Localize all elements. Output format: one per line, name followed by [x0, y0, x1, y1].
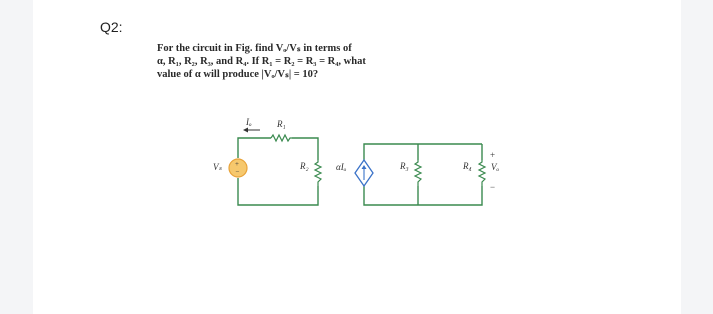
resistor-r3-icon [415, 160, 421, 186]
wire-top-right [364, 144, 482, 160]
problem-line-3: value of α will produce |Vₒ/Vₛ| = 10? [157, 69, 319, 80]
r2-label: R₂ [300, 161, 309, 171]
dependent-source-label: αIₒ [336, 162, 347, 172]
resistor-r4-icon [479, 160, 485, 186]
current-arrow-icon [243, 128, 248, 133]
r3-label: R₃ [400, 161, 409, 171]
r4-label: R₄ [463, 161, 472, 171]
output-minus-sign: − [490, 182, 496, 192]
wire-top-r1-to-r2 [292, 138, 318, 160]
r1-label: R₁ [277, 119, 286, 129]
source-plus-sign: + [235, 160, 239, 168]
question-number: Q2: [100, 19, 123, 35]
output-plus-sign: + [490, 150, 496, 160]
current-label: Iₒ [246, 117, 252, 127]
source-label: Vₛ [213, 162, 222, 172]
wire-bottom-left [238, 178, 318, 205]
resistor-r2-icon [315, 160, 321, 186]
resistor-r1-icon [271, 135, 292, 141]
problem-line-1: For the circuit in Fig. find Vₒ/Vₛ in terms of [157, 43, 352, 54]
wire-top-left [238, 138, 271, 158]
output-label: Vₒ [491, 162, 500, 172]
source-minus-sign: − [235, 168, 240, 176]
problem-line-2: α, R₁, R₂, R₃, and R₄. If R₁ = R₂ = R₃ = R₄, what [157, 56, 366, 67]
wire-bottom-right [364, 186, 482, 205]
